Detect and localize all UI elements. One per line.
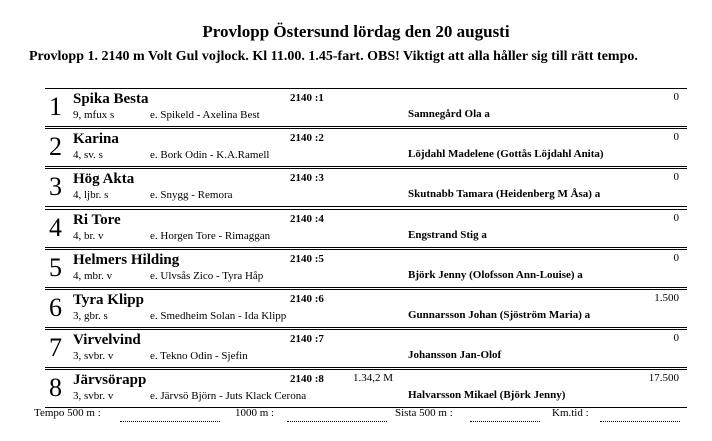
horse-name: Järvsörapp (73, 372, 147, 389)
record: 1.34,2 M (353, 372, 394, 385)
pedigree: e. Snygg - Remora (150, 189, 233, 202)
horse-info: 4, mbr. v (73, 269, 113, 282)
distance-start: 2140 :4 (290, 212, 324, 225)
horse-name: Hög Akta (73, 171, 135, 188)
pedigree: e. Tekno Odin - Sjefin (150, 350, 248, 363)
pedigree: e. Horgen Tore - Rimaggan (150, 229, 271, 242)
entry-number: 5 (49, 252, 62, 282)
pedigree: e. Järvsö Björn - Juts Klack Cerona (150, 390, 307, 403)
prize-money: 0 (673, 171, 679, 184)
km-time-label: Km.tid : (552, 407, 589, 419)
driver-name: Skutnabb Tamara (Heidenberg M Åsa) a (408, 188, 601, 201)
horse-name: Tyra Klipp (73, 291, 144, 308)
horse-name: Karina (73, 131, 119, 148)
prize-money: 0 (673, 211, 679, 224)
distance-start: 2140 :7 (290, 333, 324, 346)
entry-row (45, 329, 687, 368)
km-time-blank (600, 421, 680, 422)
horse-info: 4, ljbr. s (73, 189, 109, 202)
horse-info: 3, svbr. v (73, 350, 114, 363)
pedigree: e. Smedheim Solan - Ida Klipp (150, 309, 287, 322)
driver-name: Johansson Jan-Olof (408, 349, 502, 362)
entry-number: 4 (49, 212, 62, 242)
tempo-footer (0, 407, 712, 427)
horse-info: 3, svbr. v (73, 390, 114, 403)
horse-name: Spika Besta (73, 91, 149, 107)
entry-row (45, 249, 687, 288)
race-description: Provlopp 1. 2140 m Volt Gul vojlock. Kl 11.00. 1.45-fart. OBS! Viktigt att alla håller sig till rätt tempo. (29, 49, 638, 64)
prize-money: 0 (673, 332, 679, 345)
distance-start: 2140 :6 (290, 292, 324, 305)
last-500-label: Sista 500 m : (395, 407, 453, 419)
entry-number: 6 (49, 292, 62, 322)
driver-name: Samnegård Ola a (408, 108, 490, 120)
driver-name: Gunnarsson Johan (Sjöström Maria) a (408, 308, 591, 321)
horse-info: 3, gbr. s (73, 309, 108, 322)
tempo-500-label: Tempo 500 m : (34, 407, 101, 419)
entry-number: 1 (49, 92, 62, 121)
pedigree: e. Bork Odin - K.A.Ramell (150, 149, 270, 162)
entry-number: 3 (49, 172, 62, 202)
pedigree: e. Ulvsås Zico - Tyra Håp (150, 269, 264, 282)
entry-number: 7 (49, 333, 62, 363)
horse-name: Helmers Hilding (73, 251, 180, 268)
tempo-1000-label: 1000 m : (235, 407, 275, 419)
tempo-1000-blank (287, 421, 387, 422)
horse-name: Virvelvind (73, 332, 141, 349)
entry-number: 2 (49, 132, 62, 162)
entry-row (45, 289, 687, 328)
horse-info: 4, br. v (73, 229, 104, 242)
tempo-500-blank (120, 421, 220, 422)
distance-start: 2140 :2 (290, 132, 324, 145)
prize-money: 0 (673, 131, 679, 144)
driver-name: Engstrand Stig a (408, 228, 487, 241)
prize-money: 17.500 (648, 372, 679, 385)
last-500-blank (470, 421, 540, 422)
horse-info: 9, mfux s (73, 109, 115, 121)
driver-name: Halvarsson Mikael (Björk Jenny) (408, 389, 566, 402)
distance-start: 2140 :3 (290, 172, 324, 185)
entry-row (45, 369, 687, 408)
entry-row (45, 88, 687, 127)
prize-money: 0 (673, 251, 679, 264)
horse-name: Ri Tore (73, 211, 121, 228)
entry-row (45, 209, 687, 248)
horse-info: 4, sv. s (73, 149, 103, 162)
distance-start: 2140 :8 (290, 373, 324, 386)
distance-start: 2140 :1 (290, 92, 324, 104)
entry-row (45, 128, 687, 167)
entry-list (45, 88, 687, 410)
driver-name: Björk Jenny (Olofsson Ann-Louise) a (408, 268, 583, 281)
entry-row (45, 168, 687, 207)
distance-start: 2140 :5 (290, 252, 324, 265)
entry-number: 8 (49, 373, 62, 403)
pedigree: e. Spikeld - Axelina Best (150, 109, 260, 121)
page-title: Provlopp Östersund lördag den 20 augusti (202, 22, 510, 41)
prize-money: 0 (673, 91, 679, 103)
driver-name: Löjdahl Madelene (Gottås Löjdahl Anita) (408, 148, 604, 161)
prize-money: 1.500 (654, 291, 679, 304)
